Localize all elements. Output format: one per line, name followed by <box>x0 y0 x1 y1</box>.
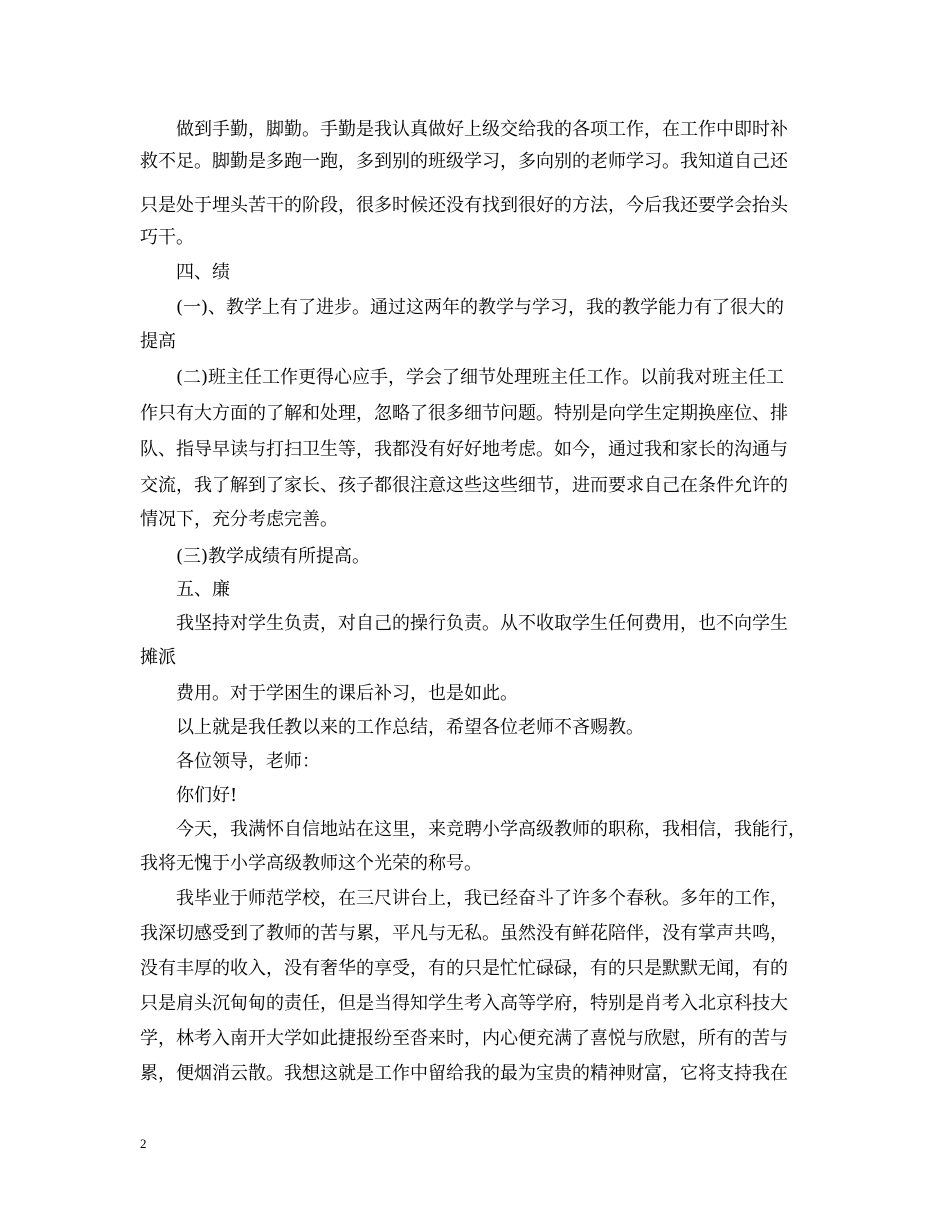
text-line: 我深切感受到了教师的苦与累，平凡与无私。虽然没有鲜花陪伴，没有掌声共鸣， <box>140 923 788 944</box>
text-line: 只是肩头沉甸甸的责任，但是当得知学生考入高等学府，特别是肖考入北京科技大 <box>140 993 788 1014</box>
text-line: 费用。对于学困生的课后补习，也是如此。 <box>176 683 518 704</box>
text-line: 巧干。 <box>140 227 194 248</box>
salutation: 各位领导，老师： <box>176 751 320 772</box>
text-line: 我坚持对学生负责，对自己的操行负责。从不收取学生任何费用，也不向学生 <box>176 613 788 634</box>
text-line: 摊派 <box>140 647 176 668</box>
text-line: (二)班主任工作更得心应手，学会了细节处理班主任工作。以前我对班主任工 <box>176 367 785 388</box>
text-line: 只是处于埋头苦干的阶段，很多时候还没有找到很好的方法，今后我还要学会抬头 <box>140 195 788 216</box>
text-line: 提高 <box>140 331 176 352</box>
text-line: 今天，我满怀自信地站在这里，来竞聘小学高级教师的职称，我相信，我能行， <box>176 819 806 840</box>
text-line: 以上就是我任教以来的工作总结，希望各位老师不吝赐教。 <box>176 717 644 738</box>
text-line: (一)、教学上有了进步。通过这两年的教学与学习，我的教学能力有了很大的 <box>176 297 785 318</box>
text-line: 我将无愧于小学高级教师这个光荣的称号。 <box>140 853 482 874</box>
text-line: 我毕业于师范学校，在三尺讲台上，我已经奋斗了许多个春秋。多年的工作， <box>176 888 788 909</box>
section-heading: 四、绩 <box>176 262 230 283</box>
text-line: 累，便烟消云散。我想这就是工作中留给我的最为宝贵的精神财富，它将支持我在 <box>140 1063 788 1084</box>
text-line: 队、指导早读与打扫卫生等，我都没有好好地考虑。如今，通过我和家长的沟通与 <box>140 439 788 460</box>
text-line: 做到手勤，脚勤。手勤是我认真做好上级交给我的各项工作，在工作中即时补 <box>176 119 788 140</box>
text-line: 学，林考入南开大学如此捷报纷至沓来时，内心便充满了喜悦与欣慰，所有的苦与 <box>140 1028 788 1049</box>
greeting: 你们好! <box>176 785 238 806</box>
text-line: 作只有大方面的了解和处理，忽略了很多细节问题。特别是向学生定期换座位、排 <box>140 403 788 424</box>
page-number: 2 <box>140 1136 147 1151</box>
text-line: (三)教学成绩有所提高。 <box>176 546 371 567</box>
text-line: 交流，我了解到了家长、孩子都很注意这些这些细节，进而要求自己在条件允许的 <box>140 475 788 496</box>
text-line: 没有丰厚的收入，没有奢华的享受，有的只是忙忙碌碌，有的只是默默无闻，有的 <box>140 958 788 979</box>
section-heading: 五、廉 <box>176 579 230 600</box>
text-line: 情况下，充分考虑完善。 <box>140 509 338 530</box>
text-line: 救不足。脚勤是多跑一跑，多到别的班级学习，多向别的老师学习。我知道自己还 <box>140 151 788 172</box>
